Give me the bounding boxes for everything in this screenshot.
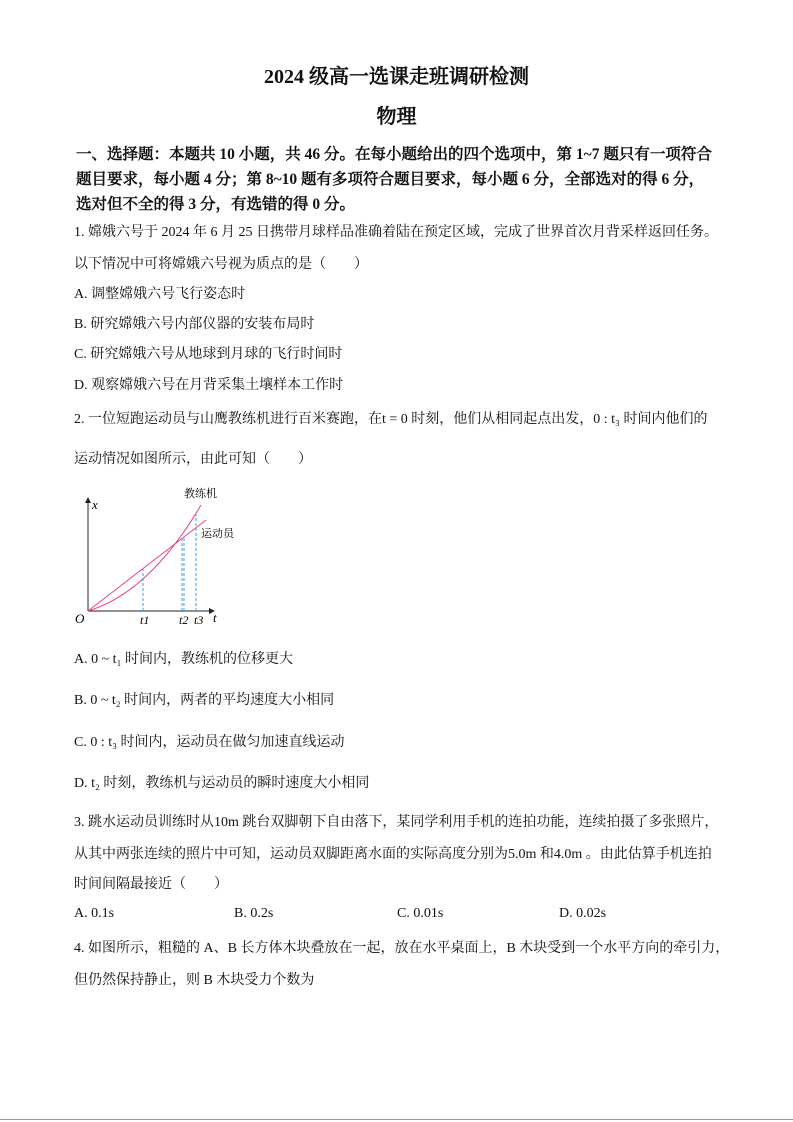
t3-label: t3 — [194, 613, 204, 627]
option-c: C. 0 : t₃ 时间内，运动员在做匀加速直线运动 — [74, 735, 345, 750]
section-line: 选对但不全的得 3 分，有选错的得 0 分。 — [76, 196, 356, 213]
section-line: 题目要求，每小题 4 分；第 8~10 题有多项符合题目要求，每小题 6 分，全部选对的得 6 分， — [76, 171, 705, 188]
question-text: 2. 一位短跑运动员与山鹰教练机进行百米赛跑，在t = 0 时刻，他们从相同起点出发，0 : t₃ 时间内他们的 — [74, 412, 708, 427]
origin-label: O — [75, 611, 85, 626]
option-d: D. t₂ 时刻，教练机与运动员的瞬时速度大小相同 — [74, 776, 370, 791]
option-d: D. 观察嫦娥六号在月背采集土壤样本工作时 — [74, 378, 344, 393]
trainer-label: 教练机 — [184, 488, 217, 500]
runner-line — [88, 520, 206, 611]
question-text: 运动情况如图所示，由此可知（ ） — [74, 452, 312, 467]
t1-label: t1 — [140, 613, 150, 627]
t2-label: t2 — [179, 613, 189, 627]
question-text: 从其中两张连续的照片中可知，运动员双脚距离水面的实际高度分别为5.0m 和4.0m 。由此估算手机连拍 — [74, 847, 712, 862]
runner-label: 运动员 — [201, 528, 234, 540]
section-line: 一、选择题：本题共 10 小题，共 46 分。在每小题给出的四个选项中，第 1~7 题只有一项符合 — [76, 146, 712, 163]
y-axis-label: x — [92, 497, 98, 512]
option-d: D. 0.02s — [559, 906, 607, 921]
option-c: C. 0.01s — [397, 906, 444, 921]
option-b: B. 研究嫦娥六号内部仪器的安装布局时 — [74, 317, 315, 332]
option-a: A. 0.1s — [74, 906, 115, 921]
question-text: 以下情况中可将嫦娥六号视为质点的是（ ） — [74, 257, 368, 272]
xt-graph — [60, 480, 260, 630]
question-text: 1. 嫦娥六号于 2024 年 6 月 25 日携带月球样品准确着陆在预定区域，完成了世界首次月背采样返回任务。 — [74, 225, 718, 240]
subject-title: 物理 — [376, 106, 417, 128]
question-text: 时间间隔最接近（ ） — [74, 877, 228, 892]
page-bottom-divider — [0, 1119, 793, 1120]
question-text: 但仍然保持静止，则 B 木块受力个数为 — [74, 973, 315, 988]
option-b: B. 0 ~ t₂ 时间内，两者的平均速度大小相同 — [74, 693, 335, 708]
x-axis-label: t — [213, 610, 217, 625]
exam-title: 2024 级高一选课走班调研检测 — [264, 66, 529, 88]
option-b: B. 0.2s — [234, 906, 274, 921]
option-c: C. 研究嫦娥六号从地球到月球的飞行时间时 — [74, 347, 343, 362]
option-a: A. 0 ~ t₁ 时间内，教练机的位移更大 — [74, 652, 293, 667]
question-text: 3. 跳水运动员训练时从10m 跳台双脚朝下自由落下，某同学利用手机的连拍功能，连续拍摄了多张照片， — [74, 815, 719, 830]
question-text: 4. 如图所示，粗糙的 A、B 长方体木块叠放在一起，放在水平桌面上，B 木块受到一个水平方向的牵引力， — [74, 941, 730, 956]
option-a: A. 调整嫦娥六号飞行姿态时 — [74, 287, 246, 302]
